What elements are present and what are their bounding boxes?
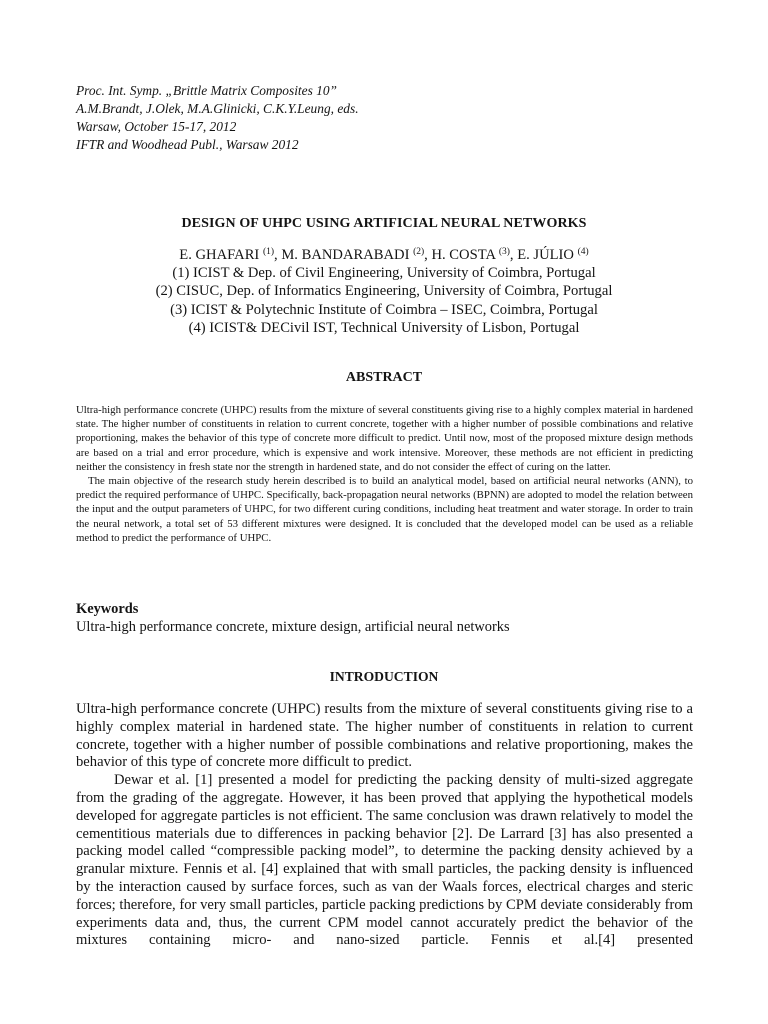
introduction-paragraph-1: Ultra-high performance concrete (UHPC) results from the mixture of several constituents giving rise to a highly complex material in hardened state. The higher number of constituents in relation to current concrete, together with a higher number of possible combinations and relative proportioning, makes the behavior of this type of concrete more difficult to predict. [76,701,693,771]
abstract-heading: ABSTRACT [345,370,423,385]
header-line-publisher: IFTR and Woodhead Publ., Warsaw 2012 [76,137,299,152]
keywords-text: Ultra-high performance concrete, mixture design, artificial neural networks [76,619,510,635]
author-name: E. GHAFARI [179,247,263,263]
abstract-body [76,403,693,545]
introduction-paragraph-2: Dewar et al. [1] presented a model for predicting the packing density of multi-sized aggregate from the grading of the aggregate. However, it has been proved that applying the hypothetical models developed for aggregate particles is not efficient. The same conclusion was drawn relatively to model the cementitious materials due to differences in packing behavior [2]. De Larrard [3] has also presented a packing model called “compressible packing model”, to determine the packing density achieved by a granular mixture. Fennis et al. [4] explained that with small particles, the packing density is influenced by the interaction caused by surface forces, such as van der Waals forces, electrical charges and steric forces; therefore, for very small particles, particle packing predictions by CPM deviate considerably from experiments data and, thus, the current CPM model cannot accurately predict the behavior of the mixtures containing micro- and nano-sized particle. Fennis et al.[4] presented [76,772,693,949]
author-affiliation-mark: (3) [498,247,510,257]
affiliation-2: (2) CISUC, Dep. of Informatics Engineering, University of Coimbra, Portugal [155,283,613,300]
proceedings-header [76,82,636,154]
author-line [0,246,768,264]
affiliation-1: (1) ICIST & Dep. of Civil Engineering, University of Coimbra, Portugal [172,265,596,282]
abstract-paragraph-2: The main objective of the research study herein described is to build an analytical model, based on artificial neural networks (ANN), to predict the required performance of UHPC. Specifically, back-propagation neural networks (BPNN) are adopted to model the relation between the input and the output parameters of UHPC, for two different curing conditions, including heat treatment and water storage. In order to train the neural network, a total set of 53 different mixtures were designed. It is concluded that the developed model can be used as a reliable method to predict the performance of UHPC. [76,475,693,544]
author-affiliation-mark: (4) [577,247,589,257]
header-line-date: Warsaw, October 15-17, 2012 [76,119,237,134]
author-name: , M. BANDARABADI [274,247,414,263]
paper-title: DESIGN OF UHPC USING ARTIFICIAL NEURAL NETWORKS [181,216,587,231]
introduction-body [76,701,693,950]
author-name: , E. JÚLIO [509,247,578,263]
header-line-symposium: Proc. Int. Symp. „Brittle Matrix Composites 10” [76,83,337,98]
keywords-heading: Keywords [76,601,139,617]
introduction-heading: INTRODUCTION [329,669,439,684]
abstract-paragraph-1: Ultra-high performance concrete (UHPC) results from the mixture of several constituents giving rise to a highly complex material in hardened state. The higher number of constituents in relation to current concrete, together with a higher number of possible combinations and relative proportioning, makes the behavior of this type of concrete more difficult to predict. Until now, most of the proposed mixture design methods are based on a trial and error procedure, which is expensive and work intensive. Moreover, these methods are not efficient in predicting neither the consistency in fresh state nor the strength in hardened state, and do not consider the effect of curing on the latter. [76,404,693,473]
header-line-editors: A.M.Brandt, J.Olek, M.A.Glinicki, C.K.Y.Leung, eds. [76,101,359,116]
author-affiliation-mark: (2) [413,247,425,257]
affiliation-4: (4) ICIST& DECivil IST, Technical University of Lisbon, Portugal [188,319,580,336]
author-name: , H. COSTA [424,247,499,263]
author-affiliation-mark: (1) [262,247,275,257]
affiliation-3: (3) ICIST & Polytechnic Institute of Coimbra – ISEC, Coimbra, Portugal [170,301,598,318]
author-block [0,246,768,337]
